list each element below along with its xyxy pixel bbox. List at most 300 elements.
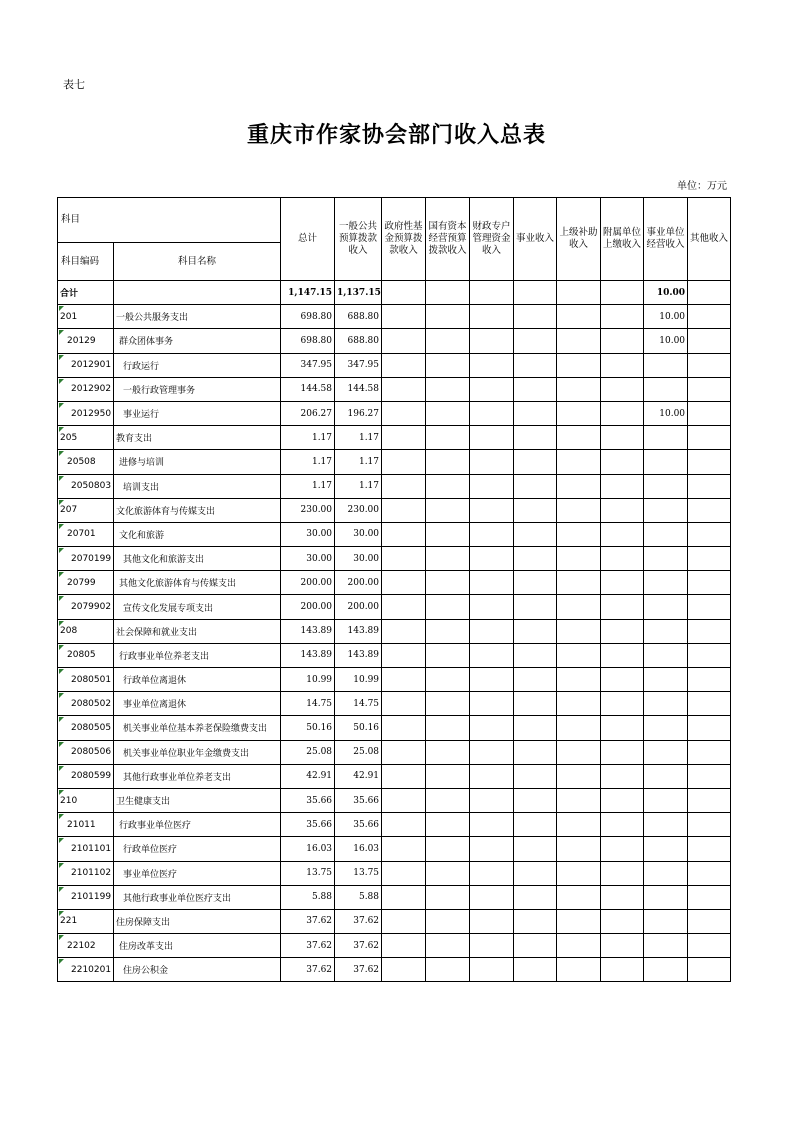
empty-cell xyxy=(557,740,601,764)
empty-cell xyxy=(514,885,557,909)
empty-cell xyxy=(557,619,601,643)
empty-cell xyxy=(688,861,731,885)
empty-cell xyxy=(426,571,470,595)
empty-cell xyxy=(601,692,644,716)
empty-cell xyxy=(601,571,644,595)
table-row xyxy=(58,522,731,546)
subject-name: 机关事业单位基本养老保险缴费支出 xyxy=(114,716,281,740)
empty-cell xyxy=(514,426,557,450)
empty-cell xyxy=(470,813,514,837)
empty-cell xyxy=(514,281,557,305)
empty-cell xyxy=(688,909,731,933)
empty-cell xyxy=(514,861,557,885)
empty-cell xyxy=(470,716,514,740)
header-col-1: 一般公共预算拨款收入 xyxy=(335,198,382,281)
empty-cell xyxy=(426,837,470,861)
subject-name: 行政单位医疗 xyxy=(114,837,281,861)
subject-code: 21011 xyxy=(58,813,114,837)
empty-cell xyxy=(426,934,470,958)
subject-code: 2080502 xyxy=(58,692,114,716)
subject-name: 教育支出 xyxy=(114,426,281,450)
empty-cell xyxy=(426,740,470,764)
empty-cell xyxy=(470,619,514,643)
biz-op-amount xyxy=(644,377,688,401)
empty-cell xyxy=(601,619,644,643)
total-sum: 1,147.15 xyxy=(281,281,335,305)
subject-name: 其他行政事业单位养老支出 xyxy=(114,764,281,788)
total-amount: 1.17 xyxy=(281,450,335,474)
biz-op-amount xyxy=(644,426,688,450)
empty-cell xyxy=(470,426,514,450)
empty-cell xyxy=(514,305,557,329)
empty-cell xyxy=(514,668,557,692)
empty-cell xyxy=(601,958,644,982)
general-budget-amount: 37.62 xyxy=(335,958,382,982)
empty-cell xyxy=(426,692,470,716)
empty-cell xyxy=(601,401,644,425)
empty-cell xyxy=(426,474,470,498)
total-label: 合计 xyxy=(58,281,114,305)
total-amount: 200.00 xyxy=(281,571,335,595)
biz-op-amount xyxy=(644,885,688,909)
empty-cell xyxy=(470,450,514,474)
total-amount: 1.17 xyxy=(281,426,335,450)
total-amount: 13.75 xyxy=(281,861,335,885)
table-row xyxy=(58,474,731,498)
header-subject: 科目 xyxy=(58,198,281,243)
header-col-3: 国有资本经营预算拨款收入 xyxy=(426,198,470,281)
empty-cell xyxy=(382,885,426,909)
header-col-9: 其他收入 xyxy=(688,198,731,281)
empty-cell xyxy=(382,861,426,885)
biz-op-amount xyxy=(644,813,688,837)
subject-name: 一般公共服务支出 xyxy=(114,305,281,329)
empty-cell xyxy=(514,716,557,740)
empty-cell xyxy=(557,668,601,692)
empty-cell xyxy=(688,498,731,522)
biz-op-amount xyxy=(644,498,688,522)
empty-cell xyxy=(601,547,644,571)
empty-cell xyxy=(688,764,731,788)
total-biz-op: 10.00 xyxy=(644,281,688,305)
total-amount: 144.58 xyxy=(281,377,335,401)
biz-op-amount: 10.00 xyxy=(644,329,688,353)
empty-cell xyxy=(557,450,601,474)
biz-op-amount xyxy=(644,692,688,716)
header-col-8: 事业单位经营收入 xyxy=(644,198,688,281)
table-row xyxy=(58,958,731,982)
empty-cell xyxy=(557,643,601,667)
total-amount: 230.00 xyxy=(281,498,335,522)
subject-code: 2080505 xyxy=(58,716,114,740)
empty-cell xyxy=(514,353,557,377)
empty-cell xyxy=(470,764,514,788)
general-budget-amount: 1.17 xyxy=(335,474,382,498)
subject-code: 20508 xyxy=(58,450,114,474)
total-amount: 143.89 xyxy=(281,643,335,667)
empty-cell xyxy=(688,281,731,305)
empty-cell xyxy=(601,668,644,692)
empty-cell xyxy=(426,450,470,474)
total-row xyxy=(58,281,731,305)
table-row xyxy=(58,619,731,643)
empty-cell xyxy=(382,740,426,764)
subject-code: 207 xyxy=(58,498,114,522)
empty-cell xyxy=(382,353,426,377)
empty-cell xyxy=(557,498,601,522)
subject-name: 事业单位离退休 xyxy=(114,692,281,716)
empty-cell xyxy=(601,909,644,933)
subject-name: 群众团体事务 xyxy=(114,329,281,353)
empty-cell xyxy=(514,692,557,716)
empty-cell xyxy=(514,813,557,837)
table-row xyxy=(58,764,731,788)
total-amount: 698.80 xyxy=(281,329,335,353)
empty-cell xyxy=(470,522,514,546)
empty-cell xyxy=(601,450,644,474)
general-budget-amount: 50.16 xyxy=(335,716,382,740)
empty-cell xyxy=(688,450,731,474)
empty-cell xyxy=(426,668,470,692)
subject-name: 其他行政事业单位医疗支出 xyxy=(114,885,281,909)
subject-code: 2012902 xyxy=(58,377,114,401)
total-amount: 1.17 xyxy=(281,474,335,498)
empty-cell xyxy=(470,837,514,861)
empty-cell xyxy=(557,522,601,546)
empty-cell xyxy=(514,934,557,958)
total-amount: 698.80 xyxy=(281,305,335,329)
empty-cell xyxy=(688,547,731,571)
empty-cell xyxy=(382,547,426,571)
empty-cell xyxy=(601,498,644,522)
empty-cell xyxy=(514,788,557,812)
empty-cell xyxy=(688,377,731,401)
empty-cell xyxy=(601,305,644,329)
total-amount: 5.88 xyxy=(281,885,335,909)
empty-cell xyxy=(688,571,731,595)
empty-cell xyxy=(514,401,557,425)
empty-cell xyxy=(601,740,644,764)
empty-cell xyxy=(514,909,557,933)
total-amount: 14.75 xyxy=(281,692,335,716)
subject-code: 2079902 xyxy=(58,595,114,619)
subject-code: 208 xyxy=(58,619,114,643)
table-row xyxy=(58,571,731,595)
empty-cell xyxy=(470,861,514,885)
empty-cell xyxy=(382,813,426,837)
total-amount: 37.62 xyxy=(281,909,335,933)
empty-cell xyxy=(557,305,601,329)
general-budget-amount: 688.80 xyxy=(335,305,382,329)
general-budget-amount: 14.75 xyxy=(335,692,382,716)
table-row xyxy=(58,547,731,571)
general-budget-amount: 10.99 xyxy=(335,668,382,692)
subject-name: 住房公积金 xyxy=(114,958,281,982)
empty-cell xyxy=(470,643,514,667)
biz-op-amount xyxy=(644,764,688,788)
empty-cell xyxy=(470,281,514,305)
header-col-5: 事业收入 xyxy=(514,198,557,281)
biz-op-amount xyxy=(644,522,688,546)
table-row xyxy=(58,668,731,692)
table-row xyxy=(58,643,731,667)
total-amount: 25.08 xyxy=(281,740,335,764)
subject-code: 2101101 xyxy=(58,837,114,861)
total-amount: 10.99 xyxy=(281,668,335,692)
empty-cell xyxy=(601,788,644,812)
subject-name: 行政事业单位养老支出 xyxy=(114,643,281,667)
empty-cell xyxy=(382,595,426,619)
biz-op-amount: 10.00 xyxy=(644,401,688,425)
empty-cell xyxy=(557,692,601,716)
empty-cell xyxy=(601,813,644,837)
empty-cell xyxy=(426,329,470,353)
empty-cell xyxy=(688,813,731,837)
empty-cell xyxy=(688,619,731,643)
empty-cell xyxy=(557,401,601,425)
empty-cell xyxy=(688,668,731,692)
total-amount: 50.16 xyxy=(281,716,335,740)
empty-cell xyxy=(688,740,731,764)
empty-cell xyxy=(557,861,601,885)
empty-cell xyxy=(688,716,731,740)
empty-cell xyxy=(426,426,470,450)
subject-name: 宣传文化发展专项支出 xyxy=(114,595,281,619)
empty-cell xyxy=(688,643,731,667)
empty-cell xyxy=(382,498,426,522)
subject-name: 其他文化和旅游支出 xyxy=(114,547,281,571)
general-budget-amount: 30.00 xyxy=(335,547,382,571)
subject-code: 205 xyxy=(58,426,114,450)
empty-cell xyxy=(514,498,557,522)
general-budget-amount: 42.91 xyxy=(335,764,382,788)
total-name-cell xyxy=(114,281,281,305)
general-budget-amount: 13.75 xyxy=(335,861,382,885)
empty-cell xyxy=(382,668,426,692)
subject-name: 其他文化旅游体育与传媒支出 xyxy=(114,571,281,595)
total-general: 1,137.15 xyxy=(335,281,382,305)
empty-cell xyxy=(601,377,644,401)
general-budget-amount: 30.00 xyxy=(335,522,382,546)
total-amount: 347.95 xyxy=(281,353,335,377)
empty-cell xyxy=(514,329,557,353)
subject-code: 2012950 xyxy=(58,401,114,425)
general-budget-amount: 143.89 xyxy=(335,643,382,667)
biz-op-amount xyxy=(644,909,688,933)
table-row xyxy=(58,885,731,909)
empty-cell xyxy=(601,716,644,740)
biz-op-amount xyxy=(644,788,688,812)
biz-op-amount xyxy=(644,861,688,885)
header-code: 科目编码 xyxy=(58,243,114,281)
total-amount: 35.66 xyxy=(281,813,335,837)
empty-cell xyxy=(688,788,731,812)
biz-op-amount xyxy=(644,643,688,667)
empty-cell xyxy=(688,837,731,861)
empty-cell xyxy=(470,934,514,958)
subject-code: 20129 xyxy=(58,329,114,353)
biz-op-amount xyxy=(644,450,688,474)
general-budget-amount: 5.88 xyxy=(335,885,382,909)
general-budget-amount: 16.03 xyxy=(335,837,382,861)
empty-cell xyxy=(382,643,426,667)
general-budget-amount: 144.58 xyxy=(335,377,382,401)
empty-cell xyxy=(557,813,601,837)
empty-cell xyxy=(470,377,514,401)
subject-code: 2080506 xyxy=(58,740,114,764)
empty-cell xyxy=(557,909,601,933)
subject-name: 行政事业单位医疗 xyxy=(114,813,281,837)
general-budget-amount: 37.62 xyxy=(335,934,382,958)
empty-cell xyxy=(514,522,557,546)
subject-name: 住房保障支出 xyxy=(114,909,281,933)
subject-name: 文化和旅游 xyxy=(114,522,281,546)
empty-cell xyxy=(470,571,514,595)
empty-cell xyxy=(470,788,514,812)
general-budget-amount: 35.66 xyxy=(335,788,382,812)
empty-cell xyxy=(557,764,601,788)
subject-name: 行政运行 xyxy=(114,353,281,377)
general-budget-amount: 1.17 xyxy=(335,426,382,450)
table-row xyxy=(58,498,731,522)
income-table xyxy=(57,197,731,982)
empty-cell xyxy=(382,788,426,812)
empty-cell xyxy=(557,571,601,595)
empty-cell xyxy=(557,377,601,401)
empty-cell xyxy=(601,426,644,450)
empty-cell xyxy=(514,474,557,498)
subject-code: 20799 xyxy=(58,571,114,595)
subject-name: 行政单位离退休 xyxy=(114,668,281,692)
empty-cell xyxy=(426,788,470,812)
subject-code: 22102 xyxy=(58,934,114,958)
empty-cell xyxy=(426,885,470,909)
empty-cell xyxy=(557,788,601,812)
empty-cell xyxy=(601,861,644,885)
empty-cell xyxy=(688,305,731,329)
empty-cell xyxy=(557,353,601,377)
biz-op-amount: 10.00 xyxy=(644,305,688,329)
empty-cell xyxy=(601,595,644,619)
empty-cell xyxy=(514,643,557,667)
empty-cell xyxy=(688,885,731,909)
total-amount: 30.00 xyxy=(281,547,335,571)
biz-op-amount xyxy=(644,595,688,619)
subject-code: 210 xyxy=(58,788,114,812)
empty-cell xyxy=(601,764,644,788)
empty-cell xyxy=(426,281,470,305)
subject-code: 221 xyxy=(58,909,114,933)
empty-cell xyxy=(601,934,644,958)
general-budget-amount: 143.89 xyxy=(335,619,382,643)
empty-cell xyxy=(426,547,470,571)
subject-code: 20805 xyxy=(58,643,114,667)
biz-op-amount xyxy=(644,740,688,764)
empty-cell xyxy=(382,958,426,982)
empty-cell xyxy=(601,474,644,498)
empty-cell xyxy=(514,619,557,643)
subject-code: 2210201 xyxy=(58,958,114,982)
empty-cell xyxy=(426,958,470,982)
empty-cell xyxy=(514,377,557,401)
empty-cell xyxy=(601,885,644,909)
header-col-7: 附属单位上缴收入 xyxy=(601,198,644,281)
empty-cell xyxy=(514,547,557,571)
empty-cell xyxy=(557,474,601,498)
subject-name: 一般行政管理事务 xyxy=(114,377,281,401)
general-budget-amount: 347.95 xyxy=(335,353,382,377)
empty-cell xyxy=(688,958,731,982)
subject-code: 2070199 xyxy=(58,547,114,571)
empty-cell xyxy=(426,305,470,329)
empty-cell xyxy=(557,281,601,305)
empty-cell xyxy=(601,329,644,353)
table-row xyxy=(58,788,731,812)
general-budget-amount: 37.62 xyxy=(335,909,382,933)
table-row xyxy=(58,813,731,837)
empty-cell xyxy=(557,716,601,740)
empty-cell xyxy=(426,813,470,837)
empty-cell xyxy=(514,958,557,982)
empty-cell xyxy=(382,619,426,643)
table-row xyxy=(58,353,731,377)
general-budget-amount: 35.66 xyxy=(335,813,382,837)
empty-cell xyxy=(557,595,601,619)
empty-cell xyxy=(426,377,470,401)
empty-cell xyxy=(470,329,514,353)
subject-name: 住房改革支出 xyxy=(114,934,281,958)
biz-op-amount xyxy=(644,716,688,740)
subject-code: 2012901 xyxy=(58,353,114,377)
empty-cell xyxy=(688,595,731,619)
empty-cell xyxy=(470,909,514,933)
subject-name: 社会保障和就业支出 xyxy=(114,619,281,643)
empty-cell xyxy=(601,837,644,861)
empty-cell xyxy=(601,643,644,667)
general-budget-amount: 1.17 xyxy=(335,450,382,474)
header-col-2: 政府性基金预算拨款收入 xyxy=(382,198,426,281)
biz-op-amount xyxy=(644,571,688,595)
empty-cell xyxy=(426,764,470,788)
empty-cell xyxy=(382,716,426,740)
empty-cell xyxy=(557,547,601,571)
empty-cell xyxy=(426,619,470,643)
total-amount: 37.62 xyxy=(281,958,335,982)
total-amount: 30.00 xyxy=(281,522,335,546)
biz-op-amount xyxy=(644,474,688,498)
empty-cell xyxy=(514,764,557,788)
empty-cell xyxy=(426,595,470,619)
total-amount: 42.91 xyxy=(281,764,335,788)
biz-op-amount xyxy=(644,837,688,861)
biz-op-amount xyxy=(644,668,688,692)
total-amount: 206.27 xyxy=(281,401,335,425)
empty-cell xyxy=(426,716,470,740)
empty-cell xyxy=(688,934,731,958)
empty-cell xyxy=(514,450,557,474)
empty-cell xyxy=(557,958,601,982)
subject-name: 卫生健康支出 xyxy=(114,788,281,812)
empty-cell xyxy=(470,474,514,498)
table-row xyxy=(58,305,731,329)
total-amount: 37.62 xyxy=(281,934,335,958)
empty-cell xyxy=(557,329,601,353)
empty-cell xyxy=(382,934,426,958)
table-row xyxy=(58,692,731,716)
subject-code: 2080599 xyxy=(58,764,114,788)
empty-cell xyxy=(688,522,731,546)
empty-cell xyxy=(382,837,426,861)
